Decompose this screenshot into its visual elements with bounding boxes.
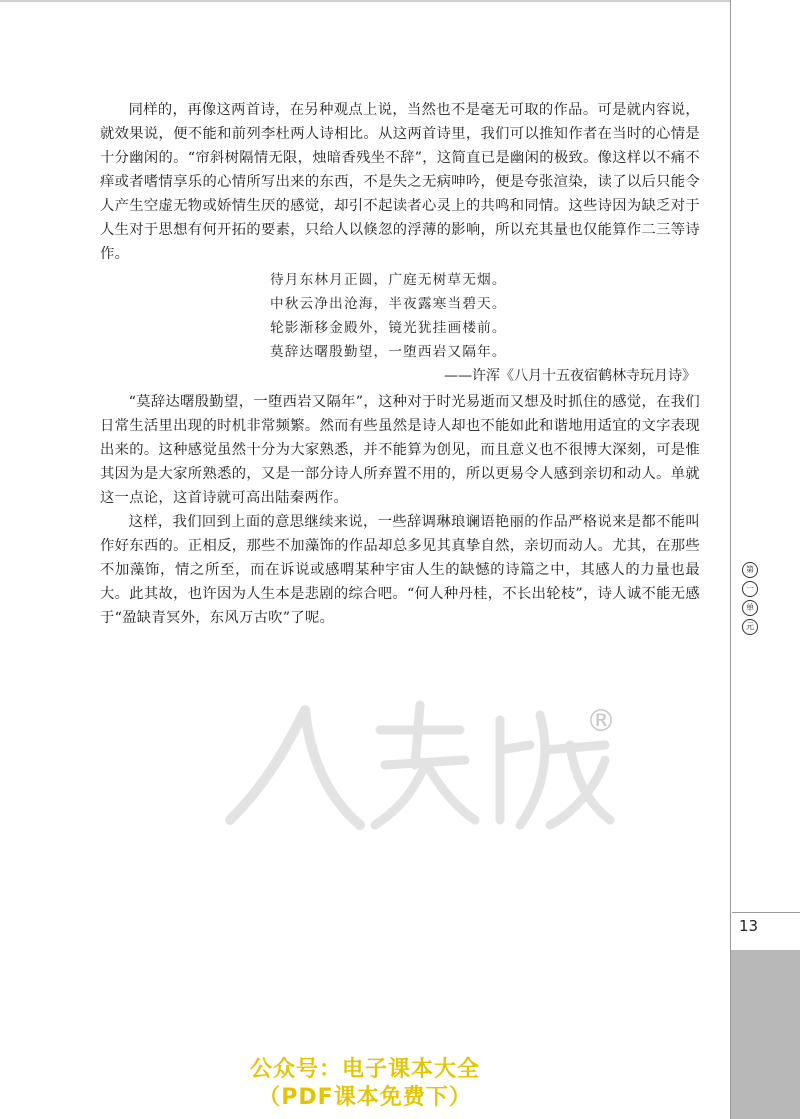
page-number: 13 [732, 912, 800, 942]
unit-marker [742, 562, 758, 635]
paragraph: 这样，我们回到上面的意思继续来说，一些辞调琳琅谰语艳丽的作品严格说来是都不能叫作好东西的。正相反，那些不加藻饰的作品却总多见其真挚自然，亲切而动人。尤其，在那些不加藻饰，情之所至，而在诉说或感喟某种宇宙人生的缺憾的诗篇之中，其感人的力量也最大。此其故，也许因为人生本是悲剧的综合吧。“何人种丹桂，不长出轮枝”，诗人诚不能无感于“盈缺青冥外，东风万古吹”了呢。 [100, 514, 700, 626]
quoted-poem [270, 268, 700, 364]
poem-line: 莫辞达曙殷勤望，一堕西岩又隔年。 [270, 344, 507, 360]
unit-char: 元 [742, 619, 758, 635]
paragraph: “莫辞达曙殷勤望，一堕西岩又隔年”，这种对于时光易逝而又想及时抓住的感觉，在我们日常生活里出现的时机非常频繁。然而有些虽然是诗人却也不能如此和谐地用适宜的文字表现出来的。这种感觉虽然十分为大家熟悉，并不能算为创见，而且意义也不很博大深刻，可是惟其因为是大家所熟悉的，又是一部分诗人所弃置不用的，所以更易令人感到亲切和动人。单就这一点论，这首诗就可高出陆秦两作。 [100, 394, 700, 506]
page-top-border [0, 0, 730, 2]
poem-line: 中秋云净出沧海，半夜露寒当碧天。 [270, 296, 507, 312]
poem-line: 轮影渐移金殿外，镜光犹挂画楼前。 [270, 320, 507, 336]
poem-line: 待月东林月正圆，广庭无树草无烟。 [270, 272, 507, 288]
publisher-watermark-logo [210, 690, 630, 840]
footer-note: （PDF课本免费下） [258, 1085, 472, 1110]
unit-char: 第 [742, 562, 758, 578]
paragraph: 同样的，再像这两首诗，在另种观点上说，当然也不是毫无可取的作品。可是就内容说，就效果说，便不能和前列李杜两人诗相比。从这两首诗里，我们可以推知作者在当时的心情是十分幽闲的。“帘斜树隔情无限，烛暗香残坐不辞”，这简直已是幽闲的极致。像这样以不痛不痒或者嗜情享乐的心情所写出来的东西，不是失之无病呻吟，便是夸张渲染，读了以后只能令人产生空虚无物或娇情生厌的感觉，却引不起读者心灵上的共鸣和同情。这些诗因为缺乏对于人生对于思想有何开拓的要素，只给人以倏忽的浮薄的影响，所以充其量也仅能算作二三等诗作。 [100, 102, 700, 262]
unit-char: 一 [742, 581, 758, 597]
registered-mark-icon: ® [586, 704, 616, 739]
poem-source: ——许浑《八月十五夜宿鹤林寺玩月诗》 [444, 368, 696, 384]
article-body [100, 98, 700, 630]
page-side-strip-shaded [731, 950, 800, 1119]
footer-note: 公众号：电子课本大全 [249, 1057, 480, 1082]
unit-char: 单 [742, 600, 758, 616]
